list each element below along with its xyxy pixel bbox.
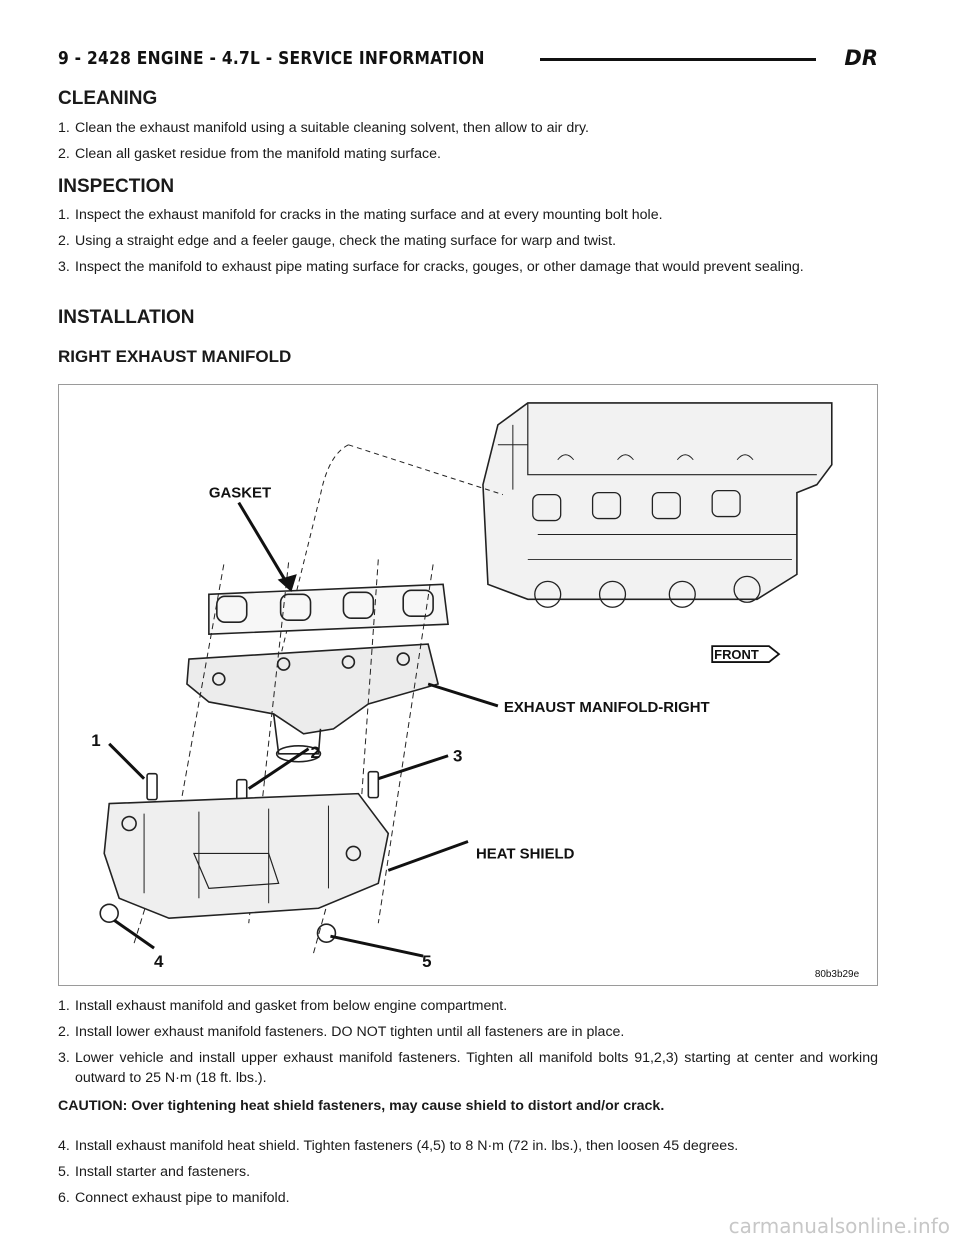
list-item: 5. Install starter and fasteners.	[58, 1164, 251, 1180]
caution-note: CAUTION: Over tightening heat shield fasteners, may cause shield to distort and/or crack.	[58, 1098, 665, 1114]
figure-id: 80b3b29e	[814, 969, 860, 981]
list-item: 1. Install exhaust manifold and gasket from below engine compartment.	[58, 998, 508, 1014]
engine-block	[483, 403, 832, 599]
cleaning-heading: CLEANING	[58, 88, 158, 109]
header-model-code: DR	[844, 46, 878, 70]
right-manifold-subheading: RIGHT EXHAUST MANIFOLD	[58, 347, 292, 366]
installation-heading: INSTALLATION	[58, 307, 195, 328]
list-item: 2. Install lower exhaust manifold fasteners. DO NOT tighten until all fasteners are in place.	[58, 1024, 625, 1040]
label-gasket: GASKET	[208, 484, 272, 502]
list-item: 1. Inspect the exhaust manifold for cracks in the mating surface and at every mounting bolt hole.	[58, 207, 663, 223]
page-header	[58, 44, 878, 74]
exhaust-manifold-illustration	[59, 385, 877, 985]
exhaust-manifold-figure	[58, 384, 878, 986]
installation-steps	[58, 996, 878, 1094]
list-item: 2. Using a straight edge and a feeler gauge, check the mating surface for warp and twist.	[58, 233, 617, 249]
callout-5: 5	[422, 952, 432, 972]
list-item: 3. Inspect the manifold to exhaust pipe mating surface for cracks, gouges, or other damage that would prevent sealing.	[58, 259, 804, 275]
heat-shield	[104, 794, 388, 919]
list-item: 3. Lower vehicle and install upper exhaust manifold fasteners. Tighten all manifold bolts 91,2,3) starting at center and working outward to 25 N·m (18 ft. lbs.).	[58, 1050, 878, 1086]
callout-3: 3	[453, 746, 463, 766]
callout-4: 4	[154, 952, 164, 972]
header-title: 9 - 2428 ENGINE - 4.7L - SERVICE INFORMATION	[58, 48, 485, 69]
list-item: 1. Clean the exhaust manifold using a suitable cleaning solvent, then allow to air dry.	[58, 120, 589, 136]
exhaust-manifold	[187, 644, 438, 734]
inspection-heading: INSPECTION	[58, 176, 175, 197]
list-item: 6. Connect exhaust pipe to manifold.	[58, 1190, 290, 1206]
list-item: 4. Install exhaust manifold heat shield. Tighten fasteners (4,5) to 8 N·m (72 in. lbs.), then loosen 45 degrees.	[58, 1138, 739, 1154]
gasket	[209, 584, 448, 634]
header-rule	[540, 58, 816, 61]
cleaning-steps	[58, 118, 878, 170]
inspection-steps	[58, 205, 878, 283]
list-item: 2. Clean all gasket residue from the manifold mating surface.	[58, 146, 441, 162]
watermark: carmanualsonline.info	[728, 1214, 950, 1238]
label-exhaust-manifold: EXHAUST MANIFOLD-RIGHT	[503, 698, 710, 716]
callout-1: 1	[91, 730, 101, 750]
label-front: FRONT	[714, 647, 759, 663]
installation-steps-continued	[58, 1136, 878, 1214]
callout-2: 2	[310, 742, 320, 762]
label-heat-shield: HEAT SHIELD	[475, 845, 575, 863]
